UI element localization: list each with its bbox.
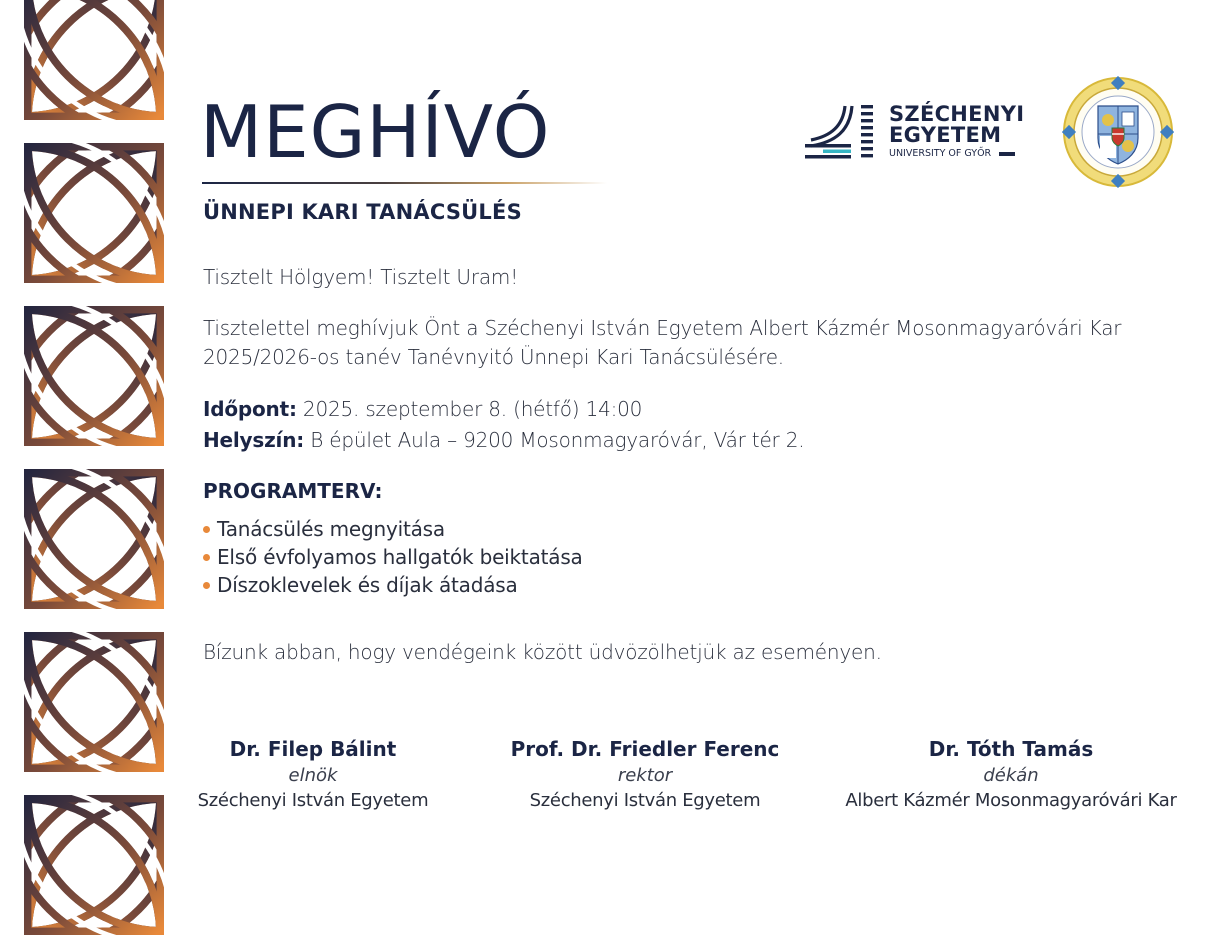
program-heading: PROGRAMTERV:	[203, 479, 383, 503]
leaf-pattern-icon	[24, 0, 164, 120]
signature-role: rektor	[617, 765, 673, 786]
program-item-text: Díszoklevelek és díjak átadása	[217, 573, 518, 597]
greeting-text: Tisztelt Hölgyem! Tisztelt Uram!	[203, 265, 519, 289]
bullet-icon	[203, 526, 210, 533]
logo-text-szechenyi: SZÉCHENYI	[889, 102, 1025, 126]
logo-text-university-of-gyor: UNIVERSITY OF GYŐR	[889, 148, 992, 159]
signature-name: Dr. Tóth Tamás	[928, 737, 1094, 761]
signature-org: Széchenyi István Egyetem	[529, 790, 761, 811]
event-time-label: Időpont:	[203, 397, 297, 421]
leaf-pattern-icon	[24, 143, 164, 283]
page-title: MEGHÍVÓ	[200, 90, 551, 174]
event-time-value: 2025. szeptember 8. (hétfő) 14:00	[296, 397, 643, 421]
event-place-row	[203, 425, 804, 456]
event-details	[203, 394, 804, 456]
bullet-icon	[203, 582, 210, 589]
logo-dash	[999, 152, 1015, 156]
university-logo	[805, 104, 1030, 160]
bullet-icon	[203, 554, 210, 561]
signature-dean	[820, 736, 1202, 814]
signature-name: Prof. Dr. Friedler Ferenc	[510, 737, 780, 761]
signature-president	[172, 736, 454, 814]
signature-org: Széchenyi István Egyetem	[197, 790, 429, 811]
signature-role: elnök	[288, 765, 338, 786]
leaf-pattern-icon	[24, 306, 164, 446]
logo-text-egyetem: EGYETEM	[889, 123, 1002, 147]
program-item	[203, 515, 583, 543]
event-subtitle: ÜNNEPI KARI TANÁCSÜLÉS	[203, 200, 522, 224]
signature-org: Albert Kázmér Mosonmagyaróvári Kar	[845, 790, 1177, 811]
event-place-value: B épület Aula – 9200 Mosonmagyaróvár, Vár tér 2.	[304, 428, 805, 452]
faculty-seal-icon	[1062, 76, 1174, 188]
program-list	[203, 515, 583, 599]
event-time-row	[203, 394, 804, 425]
program-item	[203, 543, 583, 571]
szechenyi-logo-mark-icon	[805, 104, 885, 160]
closing-text: Bízunk abban, hogy vendégeink között üdvözölhetjük az eseményen.	[203, 640, 882, 664]
signature-name: Dr. Filep Bálint	[229, 737, 397, 761]
title-divider	[202, 182, 607, 184]
invitation-text: Tisztelettel meghívjuk Önt a Széchenyi István Egyetem Albert Kázmér Mosonmagyaróvári Kar 2025/2026-os tanév Tanévnyitó Ünnepi Kari Tanácsülésére.	[203, 316, 1122, 369]
program-item	[203, 571, 583, 599]
event-place-label: Helyszín:	[203, 428, 305, 452]
program-item-text: Első évfolyamos hallgatók beiktatása	[217, 545, 583, 569]
signatures	[0, 736, 1222, 826]
leaf-pattern-icon	[24, 469, 164, 609]
signature-rector	[500, 736, 790, 814]
signature-role: dékán	[983, 765, 1039, 786]
program-item-text: Tanácsülés megnyitása	[217, 517, 445, 541]
